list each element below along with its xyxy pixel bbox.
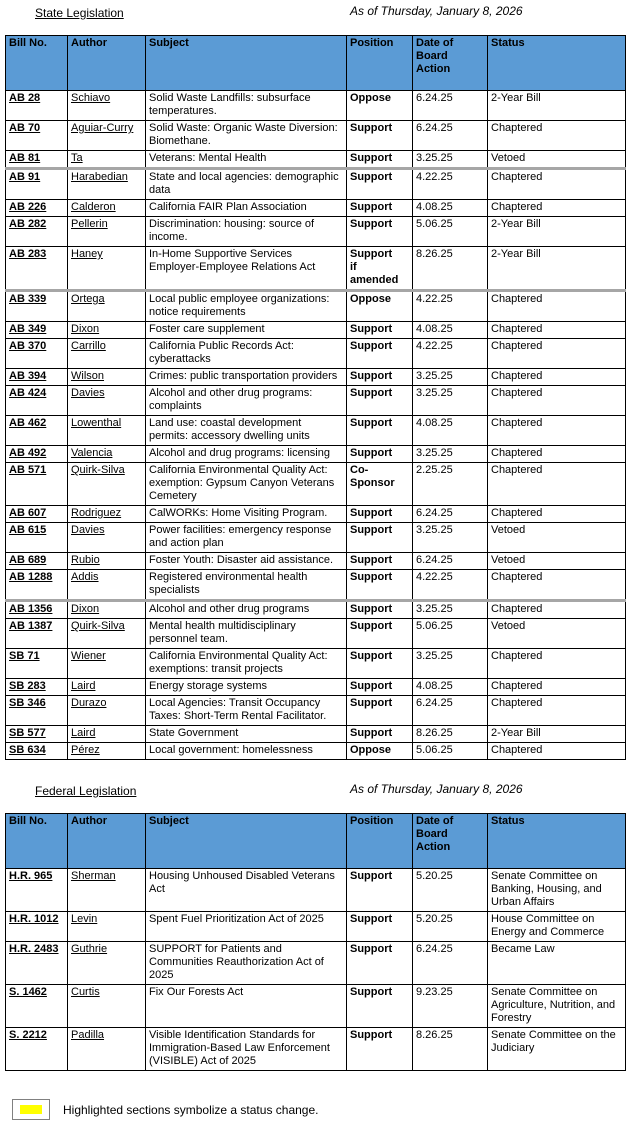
author-link[interactable]: Levin [68,912,146,942]
author-link[interactable]: Haney [68,247,146,291]
cell-date: 4.22.25 [413,570,488,601]
bill-link[interactable]: AB 462 [6,416,68,446]
cell-subject: Solid Waste: Organic Waste Diversion: Biomethane. [146,121,347,151]
bill-link[interactable]: AB 689 [6,553,68,570]
table-row [6,619,626,649]
state-table-header-row [6,36,626,91]
cell-subject: CalWORKs: Home Visiting Program. [146,506,347,523]
cell-subject: California FAIR Plan Association [146,200,347,217]
cell-status: Chaptered [488,200,626,217]
cell-subject: Local government: homelessness [146,743,347,760]
cell-position: Support [347,601,413,619]
cell-subject: Local public employee organizations: notice requirements [146,291,347,322]
cell-status: Chaptered [488,416,626,446]
cell-position: Support [347,619,413,649]
cell-position: Support [347,1028,413,1071]
table-row [6,322,626,339]
cell-status: Chaptered [488,463,626,506]
bill-link[interactable]: AB 28 [6,91,68,121]
author-link[interactable]: Rubio [68,553,146,570]
bill-link[interactable]: SB 577 [6,726,68,743]
state-legislation-section [5,4,625,760]
cell-subject: Veterans: Mental Health [146,151,347,169]
table-row [6,743,626,760]
cell-date: 5.06.25 [413,217,488,247]
table-row [6,553,626,570]
cell-date: 6.24.25 [413,506,488,523]
column-header-subject: Subject [146,814,347,869]
federal-table-header-row [6,814,626,869]
bill-link[interactable]: AB 339 [6,291,68,322]
cell-date: 6.24.25 [413,121,488,151]
cell-subject: Crimes: public transportation providers [146,369,347,386]
cell-position: Support [347,416,413,446]
cell-status: Chaptered [488,696,626,726]
cell-status: Vetoed [488,523,626,553]
cell-subject: California Environmental Quality Act: exemptions: transit projects [146,649,347,679]
highlight-sample-box [12,1099,50,1120]
bill-link[interactable]: AB 1387 [6,619,68,649]
cell-status: Chaptered [488,446,626,463]
cell-date: 5.20.25 [413,912,488,942]
cell-status: Chaptered [488,339,626,369]
cell-date: 9.23.25 [413,985,488,1028]
cell-status: Chaptered [488,601,626,619]
cell-date: 3.25.25 [413,523,488,553]
cell-subject: Foster Youth: Disaster aid assistance. [146,553,347,570]
bill-link[interactable]: AB 424 [6,386,68,416]
cell-date: 4.22.25 [413,339,488,369]
cell-status: 2-Year Bill [488,217,626,247]
cell-date: 4.22.25 [413,169,488,200]
cell-status: Chaptered [488,369,626,386]
cell-position: Support [347,696,413,726]
column-header-bill-no: Bill No. [6,814,68,869]
table-row [6,985,626,1028]
bill-link[interactable]: AB 492 [6,446,68,463]
author-link[interactable]: Curtis [68,985,146,1028]
cell-subject: In-Home Supportive Services Employer-Employee Relations Act [146,247,347,291]
table-row [6,121,626,151]
cell-date: 4.08.25 [413,679,488,696]
federal-legislation-section [5,782,625,1071]
table-row [6,1028,626,1071]
cell-subject: Visible Identification Standards for Immigration-Based Law Enforcement (VISIBLE) Act of 2025 [146,1028,347,1071]
author-link[interactable]: Davies [68,523,146,553]
author-link[interactable]: Guthrie [68,942,146,985]
column-header-author: Author [68,814,146,869]
bill-link[interactable]: H.R. 2483 [6,942,68,985]
cell-date: 3.25.25 [413,601,488,619]
bill-link[interactable]: AB 349 [6,322,68,339]
state-as-of-date: As of Thursday, January 8, 2026 [350,4,523,18]
cell-subject: Land use: coastal development permits: accessory dwelling units [146,416,347,446]
bill-link[interactable]: SB 283 [6,679,68,696]
cell-status: Chaptered [488,169,626,200]
table-row [6,339,626,369]
column-header-status: Status [488,36,626,91]
cell-date: 4.08.25 [413,416,488,446]
author-link[interactable]: Ortega [68,291,146,322]
cell-position: Support [347,200,413,217]
author-link[interactable]: Addis [68,570,146,601]
cell-date: 4.08.25 [413,200,488,217]
bill-link[interactable]: AB 1356 [6,601,68,619]
bill-link[interactable]: S. 1462 [6,985,68,1028]
cell-position: Support [347,869,413,912]
table-row [6,726,626,743]
bill-link[interactable]: AB 283 [6,247,68,291]
cell-date: 6.24.25 [413,91,488,121]
cell-date: 3.25.25 [413,151,488,169]
author-link[interactable]: Sherman [68,869,146,912]
cell-status: Chaptered [488,291,626,322]
table-row [6,942,626,985]
column-header-position: Position [347,814,413,869]
column-header-subject: Subject [146,36,347,91]
author-link[interactable]: Wiener [68,649,146,679]
cell-subject: Spent Fuel Prioritization Act of 2025 [146,912,347,942]
cell-position: Oppose [347,291,413,322]
bill-link[interactable]: AB 226 [6,200,68,217]
cell-date: 4.08.25 [413,322,488,339]
legend [12,1099,625,1120]
bill-link[interactable]: AB 282 [6,217,68,247]
cell-date: 8.26.25 [413,726,488,743]
cell-position: Support [347,679,413,696]
table-row [6,463,626,506]
table-row [6,446,626,463]
column-header-author: Author [68,36,146,91]
cell-subject: SUPPORT for Patients and Communities Reauthorization Act of 2025 [146,942,347,985]
cell-position: Support [347,942,413,985]
cell-subject: State Government [146,726,347,743]
cell-position: Support [347,339,413,369]
cell-position: Support [347,553,413,570]
bill-link[interactable]: SB 346 [6,696,68,726]
bill-link[interactable]: SB 71 [6,649,68,679]
cell-status: Chaptered [488,322,626,339]
cell-status: Became Law [488,942,626,985]
table-row [6,912,626,942]
author-link[interactable]: Dixon [68,601,146,619]
cell-date: 3.25.25 [413,369,488,386]
cell-status: 2-Year Bill [488,726,626,743]
bill-link[interactable]: AB 1288 [6,570,68,601]
table-row [6,869,626,912]
author-link[interactable]: Laird [68,679,146,696]
cell-status: 2-Year Bill [488,91,626,121]
cell-position: Support [347,151,413,169]
cell-date: 3.25.25 [413,446,488,463]
cell-subject: Alcohol and other drug programs [146,601,347,619]
cell-position: Support [347,506,413,523]
author-link[interactable]: Rodriguez [68,506,146,523]
cell-subject: Fix Our Forests Act [146,985,347,1028]
cell-subject: Alcohol and other drug programs: complaints [146,386,347,416]
cell-status: Chaptered [488,743,626,760]
cell-date: 2.25.25 [413,463,488,506]
cell-date: 3.25.25 [413,649,488,679]
author-link[interactable]: Padilla [68,1028,146,1071]
federal-legislation-table [5,813,626,1071]
cell-position: Support [347,523,413,553]
federal-section-title: Federal Legislation [35,784,137,798]
cell-status: 2-Year Bill [488,247,626,291]
cell-position: Oppose [347,743,413,760]
author-link[interactable]: Pérez [68,743,146,760]
cell-subject: Discrimination: housing: source of income. [146,217,347,247]
cell-status: Chaptered [488,506,626,523]
author-link[interactable]: Quirk-Silva [68,463,146,506]
column-header-position: Position [347,36,413,91]
table-row [6,369,626,386]
bill-link[interactable]: AB 607 [6,506,68,523]
cell-position: Support [347,386,413,416]
bill-link[interactable]: AB 571 [6,463,68,506]
cell-subject: Alcohol and drug programs: licensing [146,446,347,463]
cell-subject: Mental health multidisciplinary personnel team. [146,619,347,649]
cell-date: 4.22.25 [413,291,488,322]
cell-status: Vetoed [488,619,626,649]
cell-date: 6.24.25 [413,696,488,726]
bill-link[interactable]: AB 81 [6,151,68,169]
cell-position: Co-Sponsor [347,463,413,506]
yellow-highlight-swatch [20,1105,42,1114]
table-row [6,416,626,446]
cell-subject: Power facilities: emergency response and action plan [146,523,347,553]
bill-link[interactable]: S. 2212 [6,1028,68,1071]
cell-position: Oppose [347,91,413,121]
author-link[interactable]: Dixon [68,322,146,339]
author-link[interactable]: Harabedian [68,169,146,200]
table-row [6,200,626,217]
bill-link[interactable]: SB 634 [6,743,68,760]
cell-position: Support [347,985,413,1028]
cell-status: Vetoed [488,151,626,169]
cell-position: Support [347,726,413,743]
cell-status: Senate Committee on Banking, Housing, and Urban Affairs [488,869,626,912]
cell-status: House Committee on Energy and Commerce [488,912,626,942]
cell-date: 5.06.25 [413,743,488,760]
state-section-header [5,4,625,21]
cell-position: Support [347,121,413,151]
cell-subject: Local Agencies: Transit Occupancy Taxes: Short-Term Rental Facilitator. [146,696,347,726]
legend-text: Highlighted sections symbolize a status change. [63,1102,319,1117]
author-link[interactable]: Quirk-Silva [68,619,146,649]
bill-link[interactable]: H.R. 965 [6,869,68,912]
author-link[interactable]: Carrillo [68,339,146,369]
author-link[interactable]: Davies [68,386,146,416]
state-section-title: State Legislation [35,6,124,20]
cell-position: Support [347,322,413,339]
cell-position: Support if amended [347,247,413,291]
table-row [6,570,626,601]
cell-position: Support [347,217,413,247]
cell-position: Support [347,446,413,463]
cell-subject: California Environmental Quality Act: exemption: Gypsum Canyon Veterans Cemetery [146,463,347,506]
federal-as-of-date: As of Thursday, January 8, 2026 [350,782,523,796]
federal-section-header [5,782,625,799]
cell-status: Chaptered [488,386,626,416]
author-link[interactable]: Schiavo [68,91,146,121]
cell-date: 5.06.25 [413,619,488,649]
table-row [6,696,626,726]
author-link[interactable]: Durazo [68,696,146,726]
bill-link[interactable]: AB 70 [6,121,68,151]
author-link[interactable]: Valencia [68,446,146,463]
cell-date: 5.20.25 [413,869,488,912]
table-row [6,91,626,121]
bill-link[interactable]: AB 370 [6,339,68,369]
table-row [6,247,626,291]
author-link[interactable]: Aguiar-Curry [68,121,146,151]
bill-link[interactable]: H.R. 1012 [6,912,68,942]
author-link[interactable]: Ta [68,151,146,169]
column-header-status: Status [488,814,626,869]
table-row [6,386,626,416]
bill-link[interactable]: AB 91 [6,169,68,200]
table-row [6,649,626,679]
author-link[interactable]: Calderon [68,200,146,217]
table-row [6,679,626,696]
author-link[interactable]: Pellerin [68,217,146,247]
cell-position: Support [347,570,413,601]
cell-status: Chaptered [488,679,626,696]
table-row [6,169,626,200]
cell-date: 6.24.25 [413,553,488,570]
author-link[interactable]: Lowenthal [68,416,146,446]
table-row [6,523,626,553]
column-header-bill-no: Bill No. [6,36,68,91]
cell-subject: Energy storage systems [146,679,347,696]
cell-status: Senate Committee on the Judiciary [488,1028,626,1071]
cell-subject: State and local agencies: demographic data [146,169,347,200]
cell-date: 6.24.25 [413,942,488,985]
cell-status: Vetoed [488,553,626,570]
cell-subject: California Public Records Act: cyberattacks [146,339,347,369]
cell-status: Senate Committee on Agriculture, Nutrition, and Forestry [488,985,626,1028]
cell-status: Chaptered [488,121,626,151]
cell-position: Support [347,369,413,386]
cell-position: Support [347,912,413,942]
column-header-date-of-board-action: Date of Board Action [413,814,488,869]
cell-date: 8.26.25 [413,1028,488,1071]
cell-subject: Foster care supplement [146,322,347,339]
table-row [6,151,626,169]
table-row [6,217,626,247]
author-link[interactable]: Laird [68,726,146,743]
cell-position: Support [347,649,413,679]
table-row [6,506,626,523]
cell-subject: Housing Unhoused Disabled Veterans Act [146,869,347,912]
bill-link[interactable]: AB 394 [6,369,68,386]
cell-date: 3.25.25 [413,386,488,416]
cell-status: Chaptered [488,570,626,601]
cell-subject: Solid Waste Landfills: subsurface temperatures. [146,91,347,121]
bill-link[interactable]: AB 615 [6,523,68,553]
author-link[interactable]: Wilson [68,369,146,386]
cell-position: Support [347,169,413,200]
state-legislation-table [5,35,626,760]
cell-subject: Registered environmental health specialists [146,570,347,601]
cell-date: 8.26.25 [413,247,488,291]
column-header-date-of-board-action: Date of Board Action [413,36,488,91]
table-row [6,601,626,619]
cell-status: Chaptered [488,649,626,679]
table-row [6,291,626,322]
